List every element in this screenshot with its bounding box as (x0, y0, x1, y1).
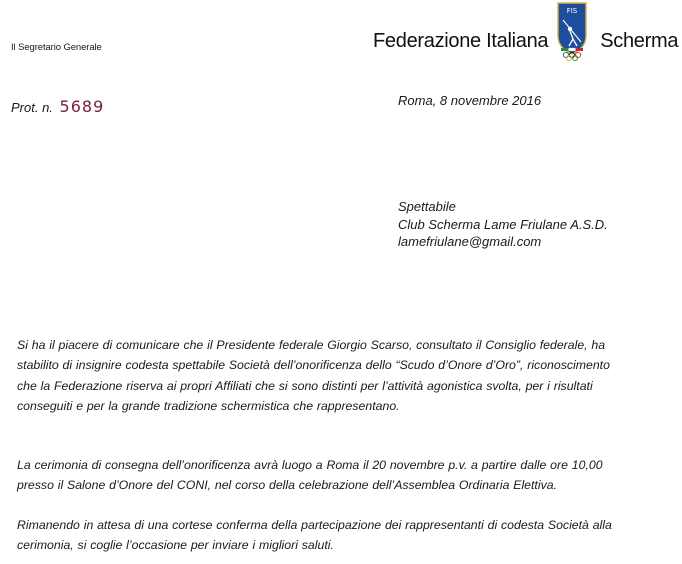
fis-logo (557, 2, 587, 62)
body-paragraph-3 (17, 515, 669, 556)
protocol-number: 5689 (59, 97, 105, 116)
logo-stripe-red (576, 48, 583, 51)
paragraph-line: Rimanendo in attesa di una cortese conferma della partecipazione dei rappresentanti di codesta Società alla (17, 518, 612, 532)
organization-name-part2: Scherma (600, 30, 679, 52)
protocol-line (11, 97, 104, 116)
fencer-head-icon (568, 27, 572, 31)
recipient-email: lamefriulane@gmail.com (398, 234, 542, 249)
paragraph-line: La cerimonia di consegna dell’onorificenza avrà luogo a Roma il 20 novembre p.v. a partire dalle ore 10,00 (17, 458, 603, 472)
paragraph-line: Si ha il piacere di comunicare che il Presidente federale Giorgio Scarso, consultato il Consiglio federale, ha (17, 338, 606, 352)
paragraph-line: cerimonia, si coglie l’occasione per inviare i migliori saluti. (17, 538, 334, 553)
recipient-block (398, 198, 608, 251)
logo-text: FIS (566, 7, 578, 15)
organization-name (373, 30, 678, 53)
body-paragraph-1 (17, 335, 669, 416)
paragraph-line: presso il Salone d’Onore del CONI, nel corso della celebrazione dell’Assemblea Ordinaria Elettiva. (17, 478, 557, 493)
recipient-salutation: Spettabile (398, 199, 456, 214)
logo-stripe-green (561, 48, 568, 51)
recipient-name: Club Scherma Lame Friulane A.S.D. (398, 216, 608, 232)
logo-stripe-white (569, 48, 576, 51)
paragraph-line: che la Federazione riserva ai propri Affiliati che si sono distinti per l’attività agonistica svolta, per i risultati (17, 378, 593, 393)
protocol-label: Prot. n. (11, 100, 53, 115)
organization-name-part1: Federazione Italiana (373, 30, 549, 52)
paragraph-line: stabilito di insignire codesta spettabile Società dell’onorificenza dello “Scudo d’Onore d’Oro”, riconoscimento (17, 358, 610, 373)
body-paragraph-2 (17, 455, 669, 496)
paragraph-line: conseguiti e per la grande tradizione schermistica che rappresentano. (17, 398, 400, 413)
letter-date: Roma, 8 novembre 2016 (398, 93, 542, 108)
sender-role: Il Segretario Generale (11, 42, 102, 53)
